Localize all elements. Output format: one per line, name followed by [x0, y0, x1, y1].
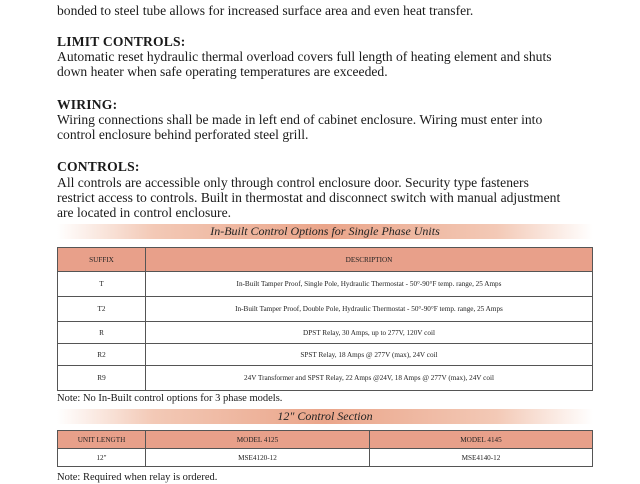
single-phase-table-title: In-Built Control Options for Single Phase Units	[57, 224, 593, 239]
paragraph-line: are located in control enclosure.	[57, 205, 231, 220]
table-row	[58, 344, 593, 366]
intro-paragraph	[57, 3, 593, 18]
wiring-paragraph	[57, 112, 593, 142]
table-row	[58, 449, 593, 467]
limit-controls-heading: LIMIT CONTROLS:	[57, 34, 186, 49]
suffix-cell: T2	[58, 297, 146, 322]
intro-line: bonded to steel tube allows for increased surface area and even heat transfer.	[57, 3, 474, 18]
column-header-unit-length: UNIT LENGTH	[58, 431, 146, 449]
suffix-cell: R2	[58, 344, 146, 366]
paragraph-line: All controls are accessible only through control enclosure door. Security type fasteners	[57, 175, 529, 190]
single-phase-options-table	[57, 247, 593, 391]
control-section-note: Note: Required when relay is ordered.	[57, 472, 218, 483]
description-cell: In-Built Tamper Proof, Single Pole, Hydraulic Thermostat - 50°-90°F temp. range, 25 Amps	[146, 272, 593, 297]
column-header-description: DESCRIPTION	[146, 248, 593, 272]
paragraph-line: Wiring connections shall be made in left end of cabinet enclosure. Wiring must enter into	[57, 112, 543, 127]
single-phase-note: Note: No In-Built control options for 3 phase models.	[57, 393, 283, 404]
table-row	[58, 322, 593, 344]
description-cell: SPST Relay, 18 Amps @ 277V (max), 24V coil	[146, 344, 593, 366]
paragraph-line: control enclosure behind perforated steel grill.	[57, 127, 309, 142]
model-4125-cell: MSE4120-12	[146, 449, 370, 467]
unit-length-cell: 12"	[58, 449, 146, 467]
controls-heading: CONTROLS:	[57, 159, 140, 174]
paragraph-line: restrict access to controls. Built in thermostat and disconnect switch with manual adjustment	[57, 190, 561, 205]
suffix-cell: R9	[58, 366, 146, 391]
controls-paragraph	[57, 175, 593, 220]
wiring-heading: WIRING:	[57, 97, 118, 112]
table-header-row	[58, 248, 593, 272]
suffix-cell: T	[58, 272, 146, 297]
description-cell: In-Built Tamper Proof, Double Pole, Hydraulic Thermostat - 50°-90°F temp. range, 25 Amps	[146, 297, 593, 322]
model-4145-cell: MSE4140-12	[370, 449, 593, 467]
control-section-table	[57, 430, 593, 467]
column-header-model-4145: MODEL 4145	[370, 431, 593, 449]
limit-controls-paragraph	[57, 49, 593, 79]
suffix-cell: R	[58, 322, 146, 344]
table-row	[58, 366, 593, 391]
column-header-model-4125: MODEL 4125	[146, 431, 370, 449]
description-cell: 24V Transformer and SPST Relay, 22 Amps @24V, 18 Amps @ 277V (max), 24V coil	[146, 366, 593, 391]
paragraph-line: down heater when safe operating temperatures are exceeded.	[57, 64, 388, 79]
description-cell: DPST Relay, 30 Amps, up to 277V, 120V coil	[146, 322, 593, 344]
control-section-title: 12" Control Section	[57, 409, 593, 424]
table-row	[58, 297, 593, 322]
table-row	[58, 272, 593, 297]
column-header-suffix: SUFFIX	[58, 248, 146, 272]
table-header-row	[58, 431, 593, 449]
paragraph-line: Automatic reset hydraulic thermal overload covers full length of heating element and shuts	[57, 49, 552, 64]
